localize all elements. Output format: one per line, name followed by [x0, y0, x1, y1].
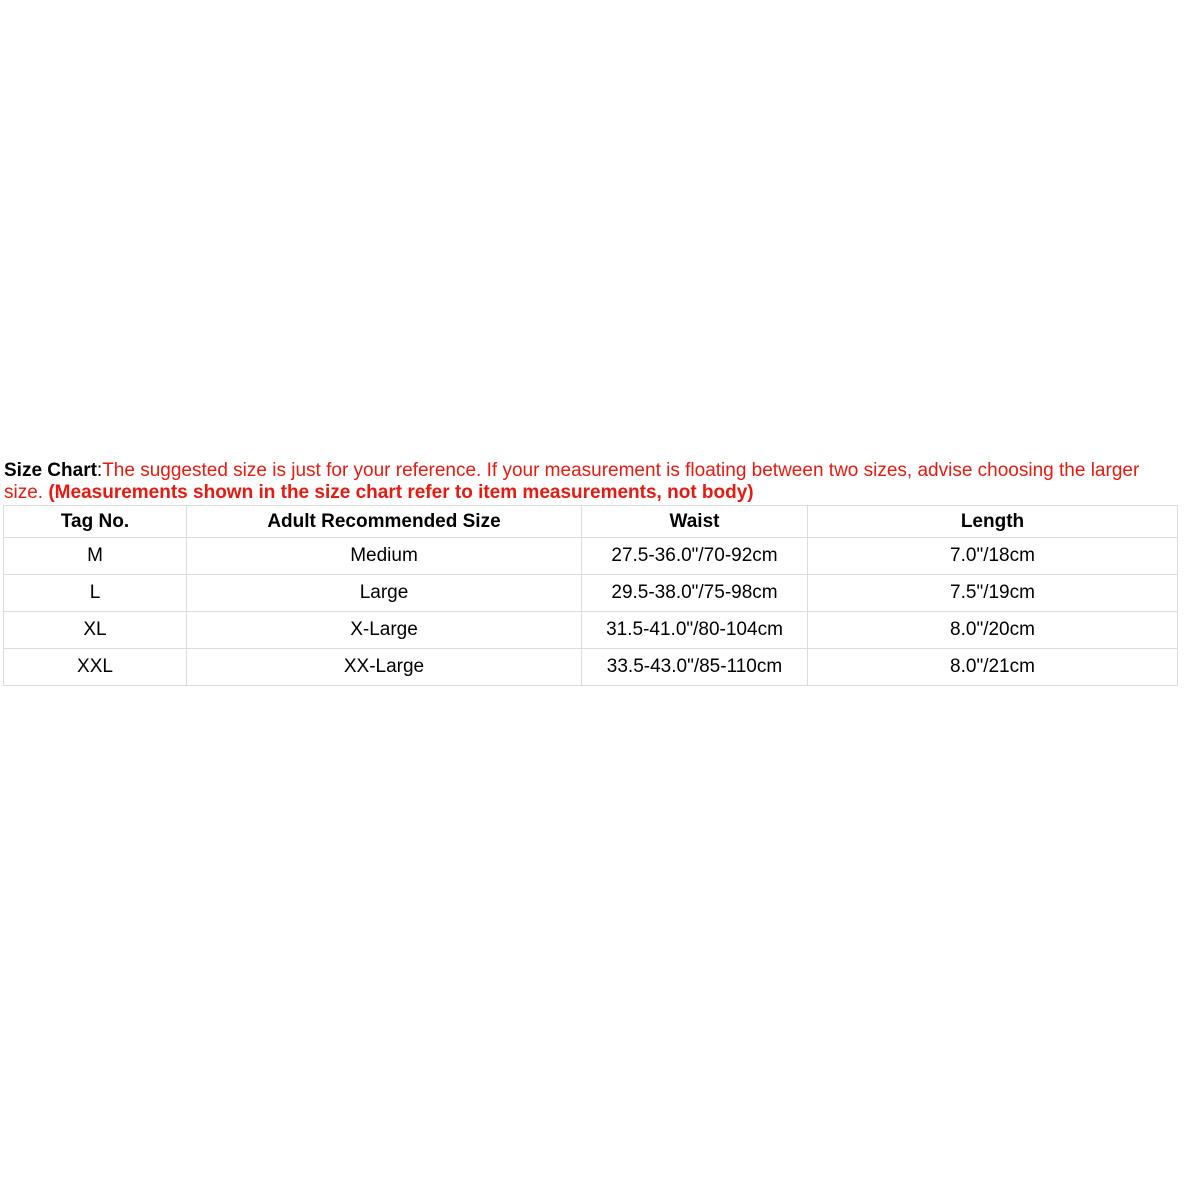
cell-length: 7.0"/18cm [808, 538, 1178, 575]
header-waist: Waist [582, 506, 808, 538]
cell-recommended-size: XX-Large [187, 649, 582, 686]
cell-recommended-size: Large [187, 575, 582, 612]
table-row [4, 649, 1178, 686]
table-row [4, 538, 1178, 575]
cell-length: 8.0"/21cm [808, 649, 1178, 686]
size-table [3, 505, 1178, 686]
heading-separator: : [96, 460, 103, 481]
cell-recommended-size: Medium [187, 538, 582, 575]
size-chart-intro [3, 460, 1177, 504]
table-row [4, 612, 1178, 649]
cell-tag-no: XXL [4, 649, 187, 686]
table-header-row [4, 506, 1178, 538]
cell-waist: 33.5-43.0"/85-110cm [582, 649, 808, 686]
cell-length: 7.5"/19cm [808, 575, 1178, 612]
measurement-disclaimer: (Measurements shown in the size chart refer to item measurements, not body) [48, 482, 754, 503]
size-advice-note: The suggested size is just for your reference. If your measurement is floating between two sizes, advise choosing the larger size. [4, 460, 1140, 503]
cell-waist: 31.5-41.0"/80-104cm [582, 612, 808, 649]
header-recommended-size: Adult Recommended Size [187, 506, 582, 538]
header-tag-no: Tag No. [4, 506, 187, 538]
cell-length: 8.0"/20cm [808, 612, 1178, 649]
cell-tag-no: L [4, 575, 187, 612]
header-length: Length [808, 506, 1178, 538]
size-chart-block [3, 460, 1177, 686]
cell-recommended-size: X-Large [187, 612, 582, 649]
size-chart-heading: Size Chart [4, 460, 97, 481]
cell-tag-no: M [4, 538, 187, 575]
cell-waist: 29.5-38.0"/75-98cm [582, 575, 808, 612]
cell-tag-no: XL [4, 612, 187, 649]
cell-waist: 27.5-36.0"/70-92cm [582, 538, 808, 575]
table-row [4, 575, 1178, 612]
